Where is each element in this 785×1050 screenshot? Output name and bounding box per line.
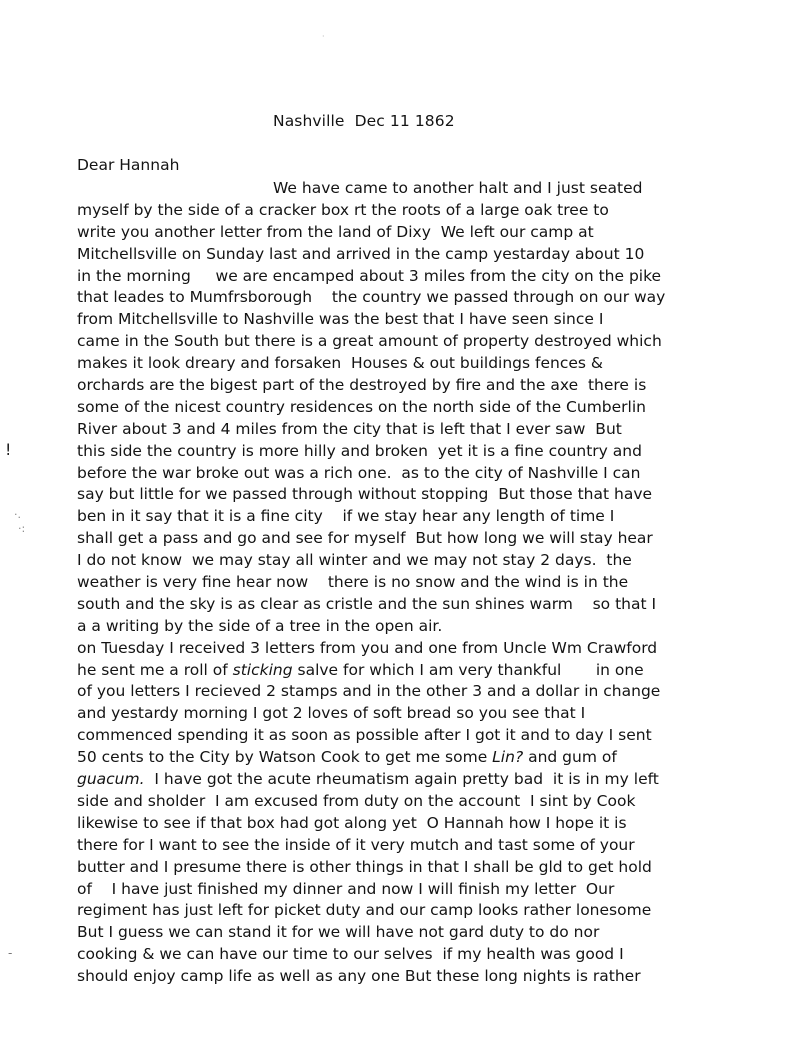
margin-mark: !: [5, 440, 12, 459]
letter-line: River about 3 and 4 miles from the city that is left that I ever saw But: [77, 419, 622, 438]
letter-line: myself by the side of a cracker box rt the roots of a large oak tree to: [77, 200, 609, 219]
letter-line: there for I want to see the inside of it very mutch and tast some of your: [77, 835, 635, 854]
letter-line: say but little for we passed through without stopping But those that have: [77, 485, 653, 504]
letter-line: in the morning we are encamped about 3 miles from the city on the pike: [77, 266, 662, 285]
letter-line: 50 cents to the City by Watson Cook to get me some Lin? and gum of: [77, 748, 617, 767]
letter-line: on Tuesday I received 3 letters from you and one from Uncle Wm Crawford: [77, 638, 658, 657]
letter-line: write you another letter from the land of Dixy We left our camp at: [77, 222, 594, 241]
margin-mark: ·:: [18, 522, 26, 535]
letter-line: ben in it say that it is a fine city if we stay hear any length of time I: [77, 507, 615, 526]
letter-line: south and the sky is as clear as cristle and the sun shines warm so that I: [77, 594, 657, 613]
letter-line: makes it look dreary and forsaken Houses & out buildings fences &: [77, 354, 603, 373]
letter-line: regiment has just left for picket duty and our camp looks rather lonesome: [77, 901, 652, 920]
letter-body: [77, 178, 777, 988]
letter-dateline: Nashville Dec 11 1862: [273, 112, 455, 130]
letter-line: from Mitchellsville to Nashville was the best that I have seen since I: [77, 310, 604, 329]
letter-line: some of the nicest country residences on the north side of the Cumberlin: [77, 397, 646, 416]
letter-line: a a writing by the side of a tree in the open air.: [77, 616, 443, 635]
letter-line: guacum. I have got the acute rheumatism again pretty bad it is in my left: [77, 770, 659, 789]
stray-mark: ·: [322, 32, 325, 41]
letter-line: of you letters I recieved 2 stamps and in the other 3 and a dollar in change: [77, 682, 661, 701]
letter-line: commenced spending it as soon as possible after I got it and to day I sent: [77, 726, 652, 745]
letter-line: shall get a pass and go and see for myself But how long we will stay hear: [77, 529, 653, 548]
letter-line: side and sholder I am excused from duty on the account I sint by Cook: [77, 791, 636, 810]
italic-word: guacum.: [77, 770, 145, 789]
letter-line: he sent me a roll of sticking salve for which I am very thankful in one: [77, 660, 644, 679]
letter-line: cooking & we can have our time to our selves if my health was good I: [77, 945, 624, 964]
letter-line: But I guess we can stand it for we will have not gard duty to do nor: [77, 923, 600, 942]
letter-line: orchards are the bigest part of the destroyed by fire and the axe there is: [77, 376, 647, 395]
italic-word: Lin?: [492, 748, 524, 767]
letter-line: that leades to Mumfrsborough the country we passed through on our way: [77, 288, 666, 307]
margin-mark: ·.: [14, 508, 21, 521]
italic-word: sticking: [232, 660, 293, 679]
letter-line: came in the South but there is a great amount of property destroyed which: [77, 332, 662, 351]
letter-line: Mitchellsville on Sunday last and arrived in the camp yestarday about 10: [77, 244, 645, 263]
letter-line: and yestardy morning I got 2 loves of soft bread so you see that I: [77, 704, 586, 723]
letter-line: likewise to see if that box had got along yet O Hannah how I hope it is: [77, 813, 627, 832]
letter-salutation: Dear Hannah: [77, 156, 180, 174]
margin-mark: -: [8, 946, 13, 960]
letter-line: I do not know we may stay all winter and we may not stay 2 days. the: [77, 551, 632, 570]
letter-line: of I have just finished my dinner and now I will finish my letter Our: [77, 879, 615, 898]
letter-line: before the war broke out was a rich one. as to the city of Nashville I can: [77, 463, 641, 482]
letter-line: this side the country is more hilly and broken yet it is a fine country and: [77, 441, 642, 460]
letter-line: We have came to another halt and I just seated: [273, 179, 643, 197]
letter-line: should enjoy camp life as well as any one But these long nights is rather: [77, 967, 641, 986]
letter-line: weather is very fine hear now there is no snow and the wind is in the: [77, 573, 629, 592]
letter-line: butter and I presume there is other things in that I shall be gld to get hold: [77, 857, 652, 876]
